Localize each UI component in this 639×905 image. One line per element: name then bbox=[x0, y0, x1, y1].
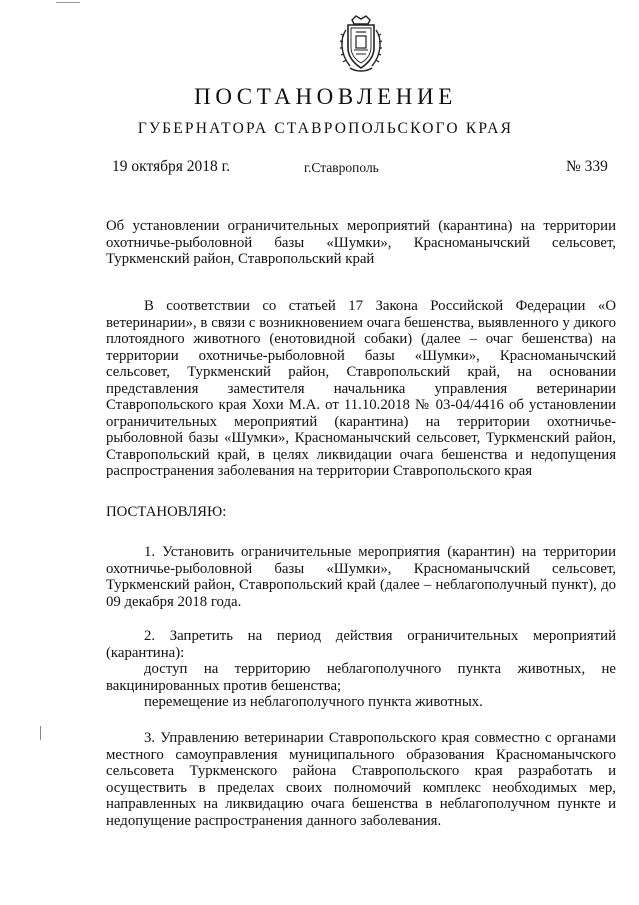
document-number: № 339 bbox=[566, 158, 608, 175]
item-2-subitem-b: перемещение из неблагополучного пункта животных. bbox=[144, 694, 483, 710]
item-2-subitem-a: доступ на территорию неблагополучного пункта животных, не вакцинированных против бешенства; bbox=[106, 661, 616, 694]
scan-mark bbox=[40, 726, 41, 740]
document-subject: Об установлении ограничительных мероприятий (карантина) на территории охотничье-рыболовной базы «Шумки», Красноманычский сельсовет, Туркменский район, Ставропольский край bbox=[106, 218, 616, 267]
document-issuer: ГУБЕРНАТОРА СТАВРОПОЛЬСКОГО КРАЯ bbox=[137, 120, 514, 137]
coat-of-arms-icon bbox=[334, 14, 388, 76]
preamble-paragraph: В соответствии со статьей 17 Закона Российской Федерации «О ветеринарии», в связи с возникновением очага бешенства, выявленного у дикого плотоядного животного (енотовидной собаки) (далее – очаг бешенства) на территории охотничье-рыболовной базы «Шумки», Красноманычский сельсовет, Туркменский район, Ставропольский край, на основании представления заместителя начальника управления ветеринарии Ставропольского края Хохи М.А. от 11.10.2018 № 03-04/4416 об установлении ограничительных мероприятий (карантина) на территории охотничье-рыболовной базы «Шумки», Красноманычский сельсовет, Туркменский район, Ставропольский край, в целях ликвидации очага бешенства и недопущения распространения заболевания на территории Ставропольского края bbox=[106, 298, 616, 479]
resolve-heading: ПОСТАНОВЛЯЮ: bbox=[106, 504, 227, 520]
item-1-paragraph: 1. Установить ограничительные мероприятия (карантин) на территории охотничье-рыболовной базы «Шумки», Красноманычский сельсовет, Туркменский район, Ставропольский край (далее – неблагополучный пункт), до 09 декабря 2018 года. bbox=[106, 544, 616, 610]
item-3-paragraph: 3. Управлению ветеринарии Ставропольского края совместно с органами местного самоуправления муниципального образования Красноманычского сельсовета Туркменского района Ставропольского края разработать и осуществить в пределах своих полномочий комплекс необходимых мер, направленных на ликвидацию очага бешенства в неблагополучном пункте и недопущение распространения данного заболевания. bbox=[106, 730, 616, 829]
document-date: 19 октября 2018 г. bbox=[112, 158, 231, 175]
item-2-paragraph: 2. Запретить на период действия ограничительных мероприятий (карантина): bbox=[106, 628, 616, 661]
item-2-block bbox=[106, 628, 616, 711]
document-city: г.Ставрополь bbox=[304, 160, 379, 175]
scan-mark bbox=[56, 2, 80, 3]
document-title: ПОСТАНОВЛЕНИЕ bbox=[194, 84, 457, 109]
